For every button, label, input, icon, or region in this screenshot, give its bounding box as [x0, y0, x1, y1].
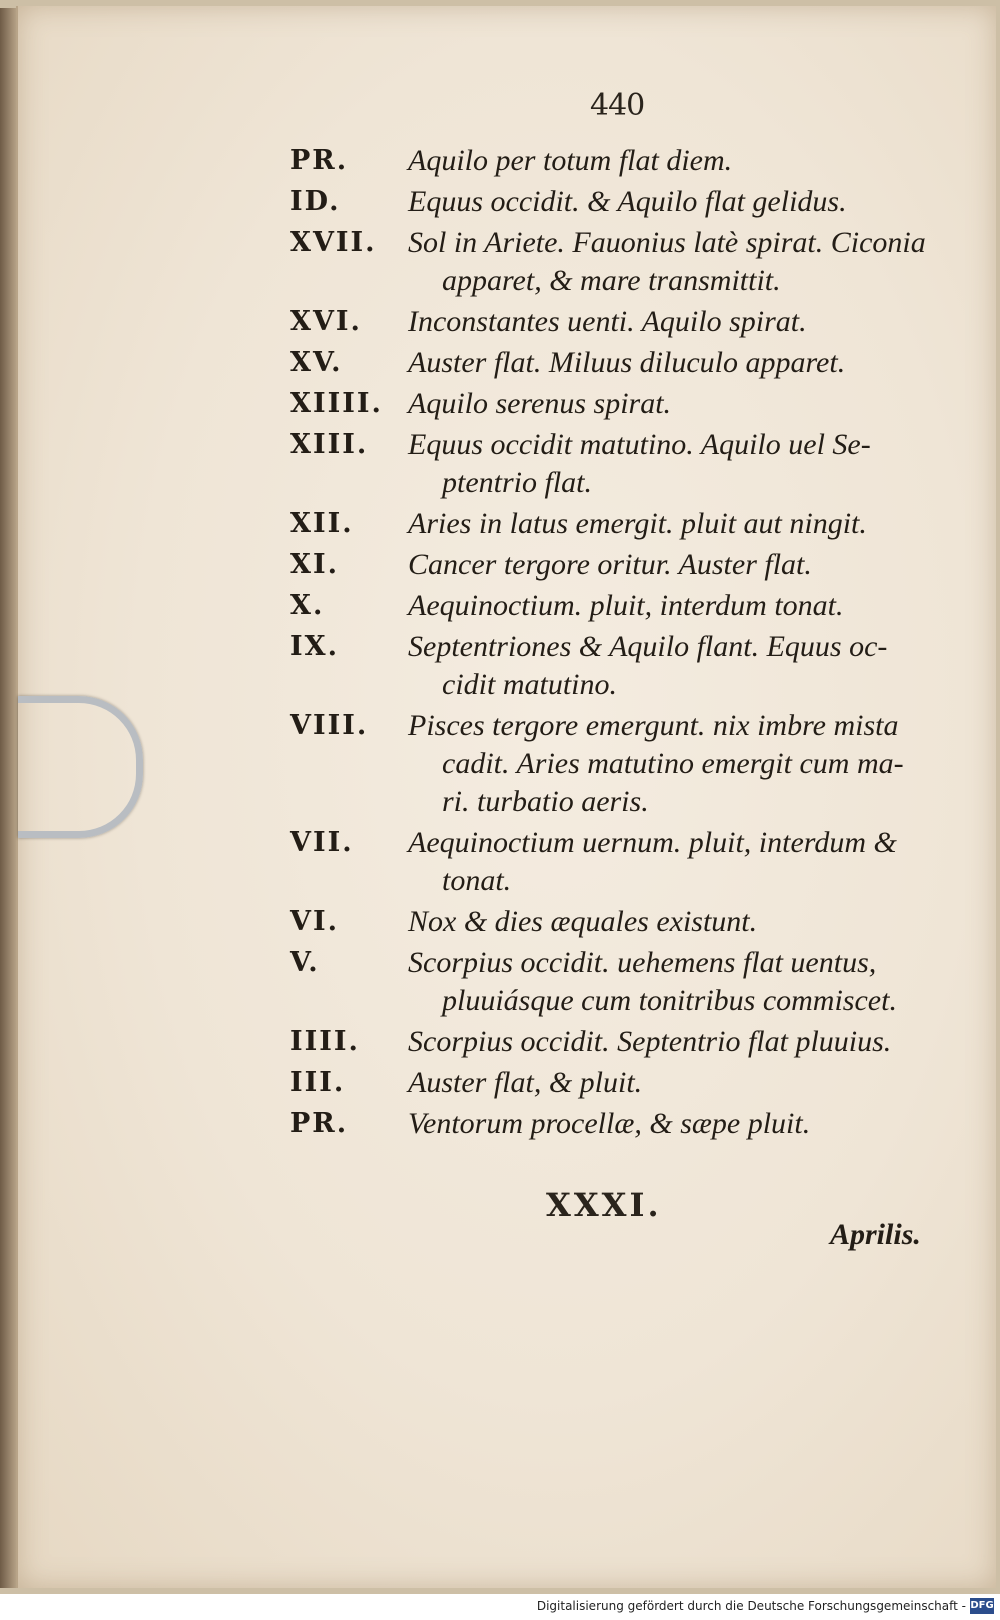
entry-day: IX. — [290, 631, 339, 662]
entry-line: ri. turbatio aeris. — [442, 785, 649, 818]
entry-text — [408, 1023, 950, 1061]
entry-day: PR. — [290, 1108, 349, 1139]
entry-day: XIIII. — [290, 388, 383, 419]
entry-line: Equus occidit matutino. Aquilo uel Se- — [408, 428, 871, 461]
entry-text — [408, 142, 950, 180]
entry-text — [408, 505, 950, 543]
entry-text — [408, 824, 950, 900]
entry-line: Cancer tergore oritur. Auster flat. — [408, 548, 812, 581]
calendar-entry — [290, 628, 950, 704]
calendar-entry — [290, 944, 950, 1020]
entry-day: XV. — [290, 347, 343, 378]
entry-text — [408, 628, 950, 704]
entry-line: tonat. — [442, 864, 512, 897]
entry-line: Septentriones & Aquilo flant. Equus oc- — [408, 630, 888, 663]
entry-text — [408, 344, 950, 382]
calendar-entry — [290, 385, 950, 423]
entry-line: apparet, & mare transmittit. — [442, 264, 781, 297]
entry-text — [408, 385, 950, 423]
calendar-entry — [290, 183, 950, 221]
book-page — [16, 6, 996, 1588]
entry-day: VIII. — [290, 710, 369, 741]
calendar-entry — [290, 903, 950, 941]
calendar-entry — [290, 587, 950, 625]
entry-text — [408, 903, 950, 941]
entry-line: Auster flat. Miluus diluculo apparet. — [408, 346, 846, 379]
entry-day: V. — [290, 947, 320, 978]
entry-text — [408, 183, 950, 221]
entry-line: Scorpius occidit. uehemens flat uentus, — [408, 946, 877, 979]
funding-credit: Digitalisierung gefördert durch die Deutsche Forschungsgemeinschaft - — [536, 1599, 966, 1613]
entry-text — [408, 426, 950, 502]
entry-line: Aries in latus emergit. pluit aut ningit. — [408, 507, 867, 540]
entry-line: Scorpius occidit. Septentrio flat pluuius. — [408, 1025, 892, 1058]
entry-text — [408, 1064, 950, 1102]
signature-mark: XXXI. — [546, 1186, 662, 1224]
entry-text — [408, 546, 950, 584]
entry-line: Aequinoctium. pluit, interdum tonat. — [408, 589, 844, 622]
entry-day: XII. — [290, 508, 354, 539]
entry-day: XVI. — [290, 306, 362, 337]
calendar-entry — [290, 426, 950, 502]
calendar-entry — [290, 1023, 950, 1061]
entry-text — [408, 1105, 950, 1143]
page-clip — [18, 696, 143, 838]
entry-line: Aequinoctium uernum. pluit, interdum & — [408, 826, 897, 859]
calendar-entry — [290, 344, 950, 382]
entry-line: Aquilo serenus spirat. — [408, 387, 672, 420]
entry-line: ptentrio flat. — [442, 466, 592, 499]
entry-line: Auster flat, & pluit. — [408, 1066, 643, 1099]
calendar-entry — [290, 303, 950, 341]
entry-line: Equus occidit. & Aquilo flat gelidus. — [408, 185, 847, 218]
entry-day: XVII. — [290, 227, 377, 258]
entry-line: pluuiásque cum tonitribus commiscet. — [442, 984, 897, 1017]
entry-text — [408, 944, 950, 1020]
calendar-entry — [290, 224, 950, 300]
entry-day: ID. — [290, 186, 341, 217]
calendar-entries — [290, 142, 950, 1146]
entry-day: IIII. — [290, 1026, 360, 1057]
entry-day: X. — [290, 590, 325, 621]
calendar-entry — [290, 1064, 950, 1102]
calendar-entry — [290, 546, 950, 584]
calendar-entry — [290, 707, 950, 821]
calendar-entry — [290, 142, 950, 180]
catchword: Aprilis. — [830, 1218, 921, 1251]
entry-text — [408, 224, 950, 300]
entry-day: PR. — [290, 145, 349, 176]
entry-text — [408, 707, 950, 821]
entry-line: Ventorum procellæ, & sæpe pluit. — [408, 1107, 811, 1140]
entry-day: VI. — [290, 906, 339, 937]
footer-bar — [0, 1594, 1000, 1620]
entry-day: XIII. — [290, 429, 369, 460]
calendar-entry — [290, 1105, 950, 1143]
entry-day: VII. — [290, 827, 354, 858]
page-number: 440 — [590, 88, 645, 123]
entry-line: Sol in Ariete. Fauonius latè spirat. Ciconia — [408, 226, 926, 259]
calendar-entry — [290, 505, 950, 543]
entry-line: Inconstantes uenti. Aquilo spirat. — [408, 305, 807, 338]
entry-line: cidit matutino. — [442, 668, 617, 701]
entry-day: III. — [290, 1067, 346, 1098]
entry-text — [408, 587, 950, 625]
entry-day: XI. — [290, 549, 339, 580]
calendar-entry — [290, 824, 950, 900]
entry-line: cadit. Aries matutino emergit cum ma- — [442, 747, 904, 780]
entry-text — [408, 303, 950, 341]
entry-line: Aquilo per totum flat diem. — [408, 144, 733, 177]
entry-line: Nox & dies æquales existunt. — [408, 905, 758, 938]
entry-line: Pisces tergore emergunt. nix imbre mista — [408, 709, 899, 742]
dfg-logo: DFG — [970, 1598, 994, 1614]
